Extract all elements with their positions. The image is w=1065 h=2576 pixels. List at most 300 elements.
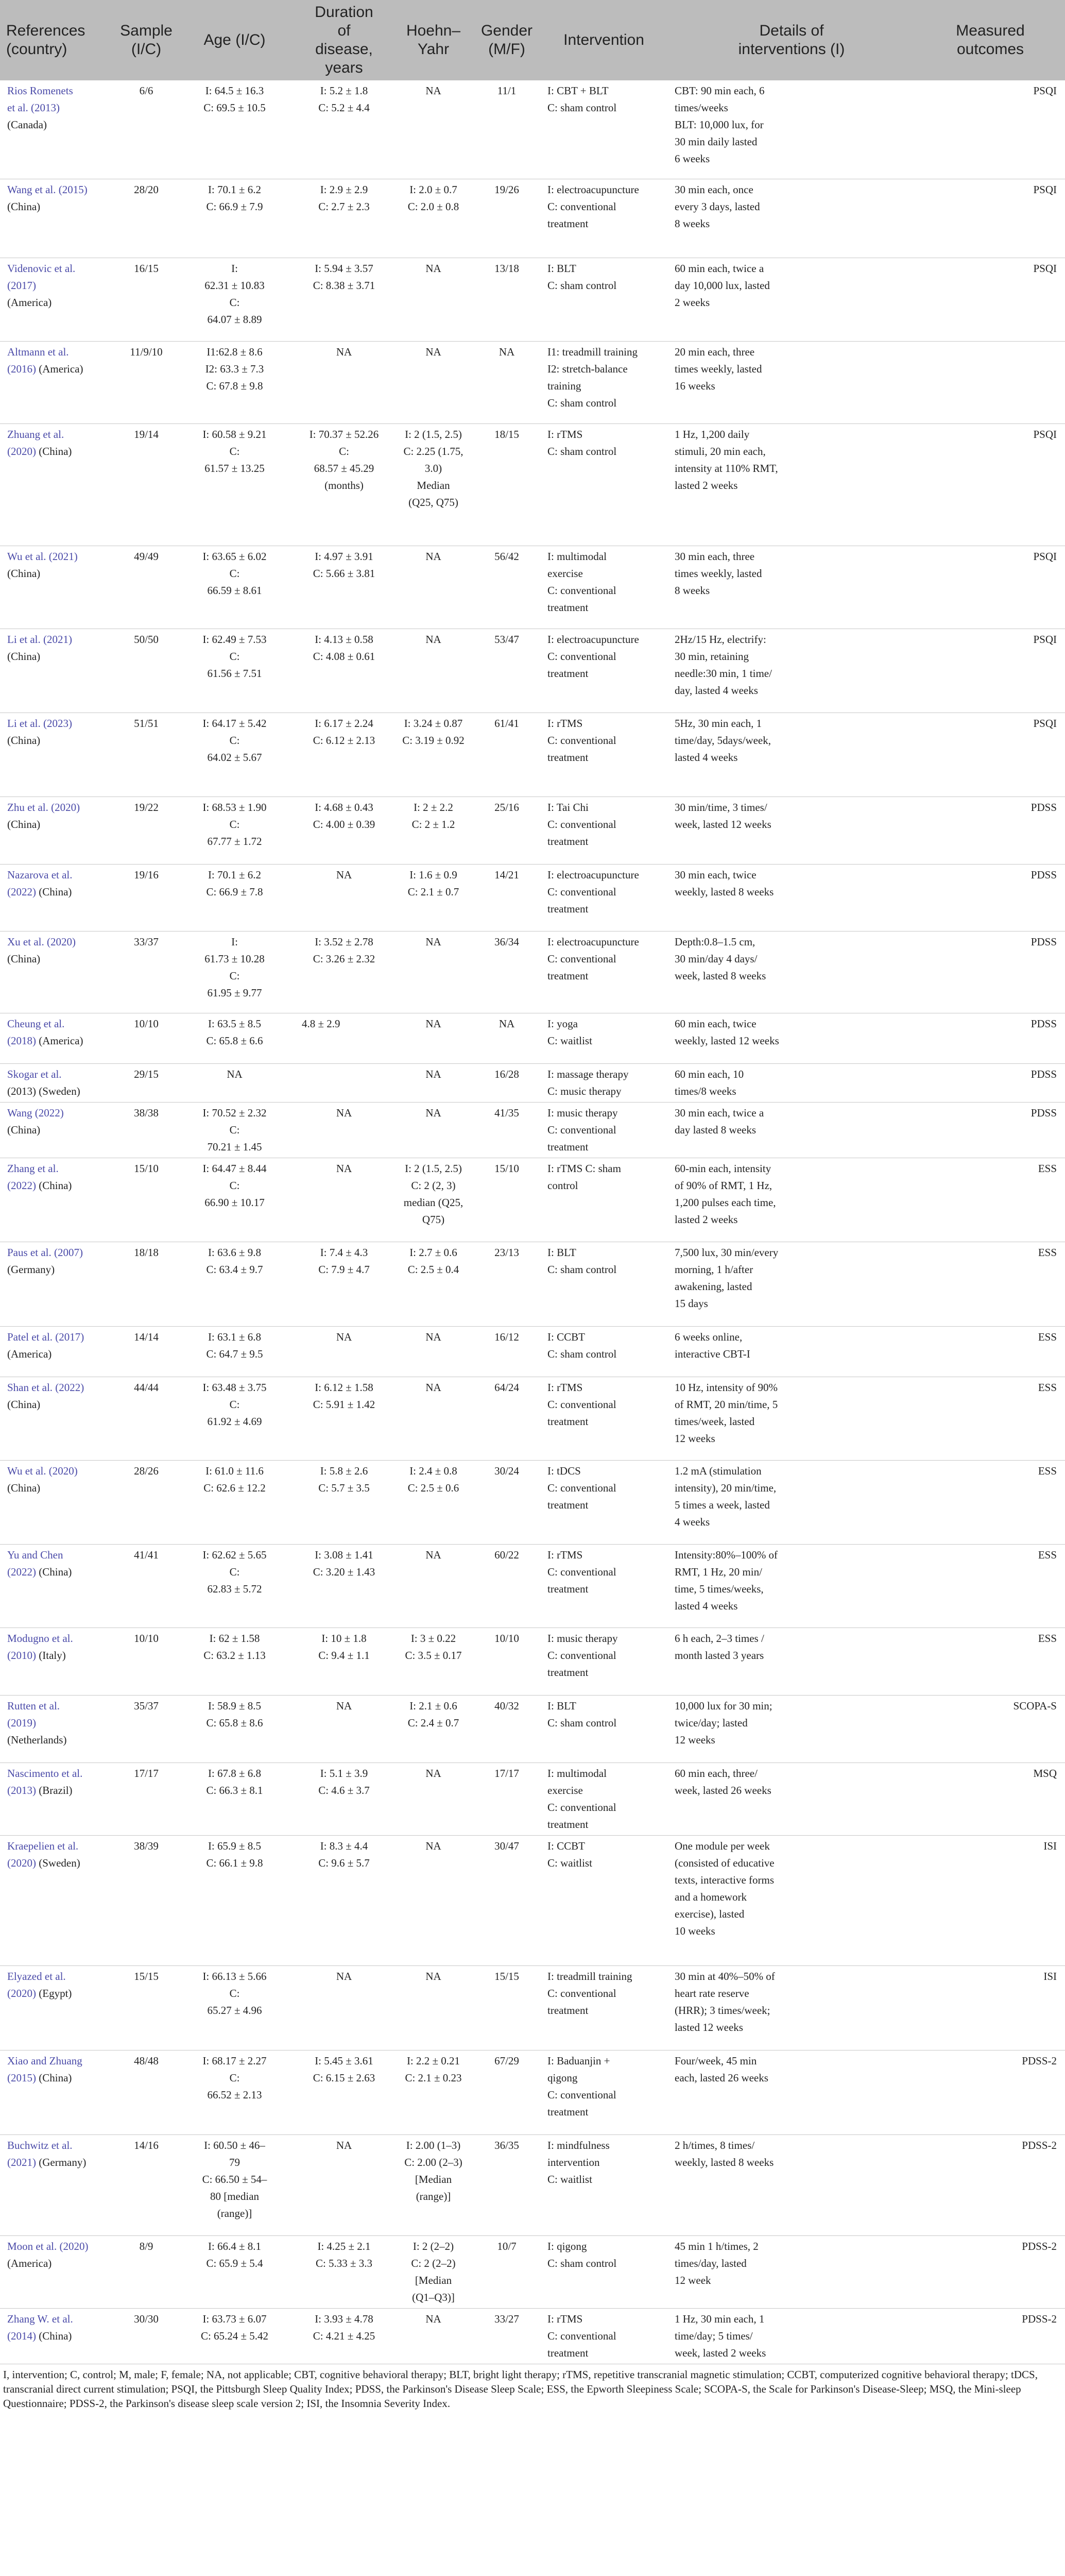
duration-line: I: 4.97 ± 3.91 — [315, 550, 373, 563]
intervention-line: treatment — [547, 1415, 589, 1428]
age-line: C: — [229, 2071, 240, 2084]
outcome-cell: PSQI — [916, 546, 1065, 629]
reference-link[interactable]: (2010) — [7, 1649, 36, 1662]
reference-link[interactable]: Wang (2022) — [7, 1106, 64, 1119]
hoehn-yahr-line: NA — [425, 1970, 441, 1982]
details-line: needle:30 min, 1 time/ — [675, 667, 772, 680]
details-line: 6 weeks online, — [675, 1330, 743, 1343]
hoehn-yahr-line: 3.0) — [424, 462, 442, 474]
reference-link[interactable]: Nascimento et al. — [7, 1767, 83, 1780]
reference-link[interactable]: Altmann et al. — [7, 345, 69, 358]
age-line: I: 60.58 ± 9.21 — [202, 428, 267, 440]
reference-link[interactable]: Buchwitz et al. — [7, 2139, 73, 2151]
intervention-cell — [540, 2308, 667, 2364]
header-hoehn-yahr — [393, 0, 473, 80]
details-line: Four/week, 45 min — [675, 2054, 757, 2067]
duration-line: I: 5.2 ± 1.8 — [320, 84, 368, 97]
details-cell — [667, 1544, 916, 1628]
duration-line: I: 5.45 ± 3.61 — [315, 2054, 373, 2067]
duration-line: I: 3.93 ± 4.78 — [315, 2312, 373, 2325]
intervention-line: treatment — [547, 835, 589, 848]
intervention-line: C: conventional — [547, 1398, 616, 1411]
age-line: C: 69.5 ± 10.5 — [203, 101, 266, 114]
intervention-line: I: multimodal — [547, 550, 607, 563]
reference-link[interactable]: Wang et al. (2015) — [7, 183, 88, 196]
duration-cell — [295, 2050, 393, 2134]
intervention-line: C: conventional — [547, 1481, 616, 1494]
reference-link[interactable]: Kraepelien et al. — [7, 1839, 79, 1852]
reference-link[interactable]: (2019) — [7, 1716, 36, 1729]
reference-link[interactable]: Wu et al. (2020) — [7, 1464, 78, 1477]
reference-link[interactable]: Videnovic et al. — [7, 262, 76, 275]
intervention-line: C: sham control — [547, 101, 617, 114]
details-line: texts, interactive forms — [675, 1873, 775, 1886]
details-line: day, lasted 4 weeks — [675, 684, 758, 697]
reference-country: (Italy) — [39, 1649, 66, 1662]
details-cell — [667, 341, 916, 423]
header-line: years — [325, 59, 363, 76]
header-line: (country) — [6, 41, 67, 58]
age-line: C: — [229, 1987, 240, 1999]
age-line: I: 58.9 ± 8.5 — [208, 1699, 262, 1712]
reference-link[interactable]: (2020) — [7, 1856, 36, 1869]
reference-link[interactable]: Skogar et al. — [7, 1067, 62, 1080]
table-row — [0, 1695, 1065, 1762]
reference-link[interactable]: Yu and Chen — [7, 1548, 63, 1561]
reference-link[interactable]: (2021) — [7, 2156, 36, 2168]
age-line: C: 66.9 ± 7.9 — [206, 200, 263, 213]
intervention-line: C: waitlist — [547, 2173, 592, 2185]
hoehn-yahr-cell — [393, 423, 473, 546]
gender-cell: 16/28 — [473, 1063, 540, 1102]
duration-line: C: 5.33 ± 3.3 — [315, 2257, 373, 2269]
intervention-line: treatment — [547, 902, 589, 915]
details-line: One module per week — [675, 1839, 770, 1852]
intervention-cell — [540, 1102, 667, 1158]
age-line: 70.21 ± 1.45 — [207, 1140, 262, 1153]
details-line: times/day, lasted — [675, 2257, 747, 2269]
age-line: C: 65.9 ± 5.4 — [206, 2257, 263, 2269]
details-line: lasted 2 weeks — [675, 479, 738, 492]
details-line: times/weeks — [675, 101, 728, 114]
reference-link[interactable]: Zhu et al. (2020) — [7, 801, 80, 814]
details-cell — [667, 1628, 916, 1695]
intervention-line: I: electroacupuncture — [547, 868, 639, 881]
reference-link[interactable]: (2013) — [7, 1784, 36, 1797]
age-line: I: 63.65 ± 6.02 — [202, 550, 267, 563]
reference-country: (China) — [7, 1481, 41, 1494]
reference-cell — [0, 1695, 118, 1762]
details-line: 30 min at 40%–50% of — [675, 1970, 775, 1982]
hoehn-yahr-cell — [393, 2134, 473, 2235]
age-line: 62.83 ± 5.72 — [207, 1582, 262, 1595]
reference-link[interactable]: (2020) — [7, 445, 36, 457]
details-line: 60 min each, twice — [675, 1017, 757, 1030]
intervention-line: C: sham control — [547, 396, 617, 409]
sample-cell: 11/9/10 — [118, 341, 175, 423]
sample-cell: 48/48 — [118, 2050, 175, 2134]
outcome-cell: PSQI — [916, 258, 1065, 341]
table-row — [0, 1242, 1065, 1326]
reference-link[interactable]: Xiao and Zhuang — [7, 2054, 82, 2067]
reference-link[interactable]: Zhang et al. — [7, 1162, 59, 1175]
hoehn-yahr-cell — [393, 931, 473, 1013]
reference-link[interactable]: (2016) — [7, 362, 36, 375]
header-line: Duration — [315, 4, 373, 21]
hoehn-yahr-cell — [393, 629, 473, 713]
duration-cell — [295, 546, 393, 629]
details-cell — [667, 629, 916, 713]
details-cell — [667, 258, 916, 341]
intervention-line: C: conventional — [547, 2088, 616, 2101]
details-line: 12 week — [675, 2274, 711, 2286]
details-line: day lasted 8 weeks — [675, 1123, 757, 1136]
gender-cell: 15/10 — [473, 1158, 540, 1242]
details-cell — [667, 2235, 916, 2308]
gender-cell: 56/42 — [473, 546, 540, 629]
reference-link[interactable]: et al. (2013) — [7, 101, 60, 114]
intervention-line: C: sham control — [547, 279, 617, 292]
age-line: C: — [229, 296, 240, 309]
details-line: of 90% of RMT, 1 Hz, — [675, 1179, 772, 1192]
intervention-line: C: conventional — [547, 1649, 616, 1662]
intervention-line: exercise — [547, 1784, 583, 1797]
header-age — [175, 0, 295, 80]
details-cell — [667, 796, 916, 864]
duration-line: I: 5.1 ± 3.9 — [320, 1767, 368, 1780]
intervention-line: I: rTMS — [547, 717, 583, 730]
details-line: 30 min each, twice a — [675, 1106, 764, 1119]
reference-country: (China) — [7, 1398, 41, 1411]
details-line: lasted 4 weeks — [675, 751, 738, 764]
table-row — [0, 2235, 1065, 2308]
reference-link[interactable]: (2018) — [7, 1034, 36, 1047]
intervention-cell — [540, 1965, 667, 2050]
table-row — [0, 423, 1065, 546]
age-line: (range)] — [217, 2207, 252, 2219]
reference-link[interactable]: Shan et al. (2022) — [7, 1381, 84, 1394]
age-line: 62.31 ± 10.83 — [204, 279, 265, 292]
reference-link[interactable]: Li et al. (2021) — [7, 633, 72, 646]
gender-cell: 64/24 — [473, 1377, 540, 1460]
details-line: 30 min/day 4 days/ — [675, 952, 758, 965]
details-cell — [667, 1158, 916, 1242]
reference-link[interactable]: (2014) — [7, 2329, 36, 2342]
gender-cell: 16/12 — [473, 1326, 540, 1377]
duration-line: 68.57 ± 45.29 — [314, 462, 374, 474]
duration-line: C: 4.00 ± 0.39 — [313, 818, 375, 831]
intervention-line: I: mindfulness — [547, 2139, 610, 2151]
age-line: C: — [229, 1565, 240, 1578]
intervention-line: treatment — [547, 969, 589, 982]
duration-line: NA — [336, 1106, 352, 1119]
gender-cell: 33/27 — [473, 2308, 540, 2364]
hoehn-yahr-cell — [393, 2235, 473, 2308]
duration-line: C: 9.6 ± 5.7 — [318, 1856, 370, 1869]
reference-link[interactable]: Wu et al. (2021) — [7, 550, 78, 563]
age-cell — [175, 796, 295, 864]
duration-line: C: 5.66 ± 3.81 — [313, 567, 375, 580]
reference-link[interactable]: Nazarova et al. — [7, 868, 73, 881]
sample-cell: 44/44 — [118, 1377, 175, 1460]
details-line: weekly, lasted 8 weeks — [675, 885, 774, 898]
details-line: times/week, lasted — [675, 1415, 755, 1428]
reference-cell — [0, 1762, 118, 1835]
reference-link[interactable]: (2022) — [7, 1179, 36, 1192]
duration-line: 4.8 ± 2.9 — [302, 1017, 340, 1030]
age-cell — [175, 1695, 295, 1762]
hoehn-yahr-line: NA — [425, 1330, 441, 1343]
intervention-line: C: music therapy — [547, 1084, 622, 1097]
age-line: I: 63.73 ± 6.07 — [202, 2312, 267, 2325]
details-line: 2Hz/15 Hz, electrify: — [675, 633, 766, 646]
age-line: I1:62.8 ± 8.6 — [207, 345, 263, 358]
age-line: I: 63.1 ± 6.8 — [208, 1330, 262, 1343]
reference-country: (2013) (Sweden) — [7, 1084, 80, 1097]
intervention-line: treatment — [547, 1140, 589, 1153]
reference-link[interactable]: Rutten et al. — [7, 1699, 60, 1712]
gender-cell: 11/1 — [473, 80, 540, 179]
age-line: C: 66.50 ± 54– — [202, 2173, 267, 2185]
hoehn-yahr-cell — [393, 1628, 473, 1695]
sample-cell: 8/9 — [118, 2235, 175, 2308]
gender-cell: 14/21 — [473, 864, 540, 931]
reference-cell — [0, 546, 118, 629]
intervention-line: I: rTMS — [547, 1548, 583, 1561]
details-line: Depth:0.8–1.5 cm, — [675, 935, 755, 948]
details-line: each, lasted 26 weeks — [675, 2071, 768, 2084]
reference-link[interactable]: Moon et al. (2020) — [7, 2240, 89, 2252]
intervention-line: treatment — [547, 2105, 589, 2118]
sample-cell: 51/51 — [118, 713, 175, 796]
age-line: C: — [229, 969, 240, 982]
sample-cell: 19/14 — [118, 423, 175, 546]
age-line: 61.92 ± 4.69 — [207, 1415, 262, 1428]
header-gender — [473, 0, 540, 80]
hoehn-yahr-cell — [393, 2050, 473, 2134]
hoehn-yahr-line: C: 3.19 ± 0.92 — [402, 734, 465, 747]
intervention-line: control — [547, 1179, 578, 1192]
reference-link[interactable]: Modugno et al. — [7, 1632, 73, 1645]
reference-country: (Germany) — [39, 2156, 87, 2168]
duration-cell — [295, 1460, 393, 1544]
table-row — [0, 546, 1065, 629]
reference-link[interactable]: Xu et al. (2020) — [7, 935, 76, 948]
age-cell — [175, 341, 295, 423]
intervention-line: C: sham control — [547, 1716, 617, 1729]
reference-country: (China) — [39, 1565, 72, 1578]
reference-link[interactable]: (2017) — [7, 279, 36, 292]
duration-line: NA — [336, 1162, 352, 1175]
reference-link[interactable]: (2015) — [7, 2071, 36, 2084]
sample-cell: 28/20 — [118, 179, 175, 258]
details-line: 10,000 lux for 30 min; — [675, 1699, 772, 1712]
intervention-cell — [540, 864, 667, 931]
sample-cell: 14/16 — [118, 2134, 175, 2235]
details-line: 10 weeks — [675, 1924, 715, 1937]
hoehn-yahr-line: NA — [425, 1067, 441, 1080]
reference-link[interactable]: Patel et al. (2017) — [7, 1330, 84, 1343]
header-line: interventions (I) — [738, 41, 845, 58]
age-cell — [175, 1965, 295, 2050]
reference-cell — [0, 2308, 118, 2364]
reference-cell — [0, 931, 118, 1013]
header-line: Age (I/C) — [203, 31, 266, 48]
header-line: Intervention — [563, 31, 644, 48]
age-line: C: 65.8 ± 8.6 — [206, 1716, 263, 1729]
intervention-line: I: CCBT — [547, 1839, 585, 1852]
hoehn-yahr-line: I: 2.2 ± 0.21 — [406, 2054, 460, 2067]
header-line: (I/C) — [131, 41, 162, 58]
reference-link[interactable]: Rios Romenets — [7, 84, 73, 97]
details-cell — [667, 1965, 916, 2050]
duration-cell — [295, 931, 393, 1013]
duration-cell — [295, 341, 393, 423]
details-line: 5Hz, 30 min each, 1 — [675, 717, 762, 730]
reference-country: (America) — [7, 1347, 52, 1360]
hoehn-yahr-line: I: 2 (1.5, 2.5) — [405, 1162, 462, 1175]
table-row — [0, 1158, 1065, 1242]
age-cell — [175, 1242, 295, 1326]
reference-cell — [0, 1544, 118, 1628]
intervention-cell — [540, 341, 667, 423]
reference-link[interactable]: Zhang W. et al. — [7, 2312, 73, 2325]
age-line: C: 63.2 ± 1.13 — [203, 1649, 266, 1662]
details-line: 6 weeks — [675, 152, 710, 165]
duration-cell — [295, 80, 393, 179]
hoehn-yahr-line: C: 2.1 ± 0.23 — [405, 2071, 462, 2084]
details-line: weekly, lasted 12 weeks — [675, 1034, 779, 1047]
gender-cell: 18/15 — [473, 423, 540, 546]
duration-line: C: 5.7 ± 3.5 — [318, 1481, 370, 1494]
hoehn-yahr-line: [Median — [415, 2274, 452, 2286]
gender-cell: 23/13 — [473, 1242, 540, 1326]
hoehn-yahr-line: C: 2.0 ± 0.8 — [407, 200, 459, 213]
duration-line: (months) — [324, 479, 364, 492]
details-line: 12 weeks — [675, 1432, 715, 1445]
outcome-cell: SCOPA-S — [916, 1695, 1065, 1762]
details-line: every 3 days, lasted — [675, 200, 760, 213]
duration-cell — [295, 2134, 393, 2235]
details-line: 16 weeks — [675, 379, 715, 392]
table-row — [0, 1102, 1065, 1158]
hoehn-yahr-line: C: 2 (2–2) — [411, 2257, 456, 2269]
reference-country: (America) — [7, 296, 52, 309]
reference-cell — [0, 1628, 118, 1695]
hoehn-yahr-line: I: 2.4 ± 0.8 — [409, 1464, 457, 1477]
intervention-line: C: conventional — [547, 818, 616, 831]
reference-link[interactable]: Paus et al. (2007) — [7, 1246, 83, 1259]
hoehn-yahr-cell — [393, 713, 473, 796]
outcome-cell: PSQI — [916, 80, 1065, 179]
reference-link[interactable]: Zhuang et al. — [7, 428, 64, 440]
age-cell — [175, 1063, 295, 1102]
age-line: I: 70.52 ± 2.32 — [202, 1106, 267, 1119]
outcome-cell: ESS — [916, 1326, 1065, 1377]
intervention-line: C: conventional — [547, 2329, 616, 2342]
age-cell — [175, 423, 295, 546]
reference-link[interactable]: (2022) — [7, 1565, 36, 1578]
details-line: 2 h/times, 8 times/ — [675, 2139, 755, 2151]
duration-cell — [295, 713, 393, 796]
hoehn-yahr-cell — [393, 1544, 473, 1628]
header-line: of — [337, 22, 351, 39]
age-line: NA — [227, 1067, 243, 1080]
age-line: 65.27 ± 4.96 — [207, 2004, 262, 2016]
hoehn-yahr-line: I: 2 ± 2.2 — [414, 801, 453, 814]
header-line: (M/F) — [488, 41, 525, 58]
reference-cell — [0, 2235, 118, 2308]
age-line: C: 63.4 ± 9.7 — [206, 1263, 263, 1276]
intervention-line: C: conventional — [547, 200, 616, 213]
reference-country: (China) — [39, 445, 72, 457]
age-line: 66.90 ± 10.17 — [204, 1196, 265, 1209]
gender-cell: 30/47 — [473, 1835, 540, 1965]
reference-link[interactable]: (2022) — [7, 885, 36, 898]
details-line: 30 min daily lasted — [675, 135, 758, 148]
age-cell — [175, 1158, 295, 1242]
duration-cell — [295, 796, 393, 864]
duration-line: NA — [336, 1699, 352, 1712]
details-line: Intensity:80%–100% of — [675, 1548, 778, 1561]
intervention-line: I: tDCS — [547, 1464, 581, 1477]
details-line: lasted 2 weeks — [675, 1213, 738, 1226]
reference-link[interactable]: (2020) — [7, 1987, 36, 1999]
reference-country: (China) — [39, 885, 72, 898]
hoehn-yahr-cell — [393, 258, 473, 341]
table-row — [0, 713, 1065, 796]
age-line: C: 66.9 ± 7.8 — [206, 885, 263, 898]
details-line: 60 min each, three/ — [675, 1767, 758, 1780]
hoehn-yahr-line: C: 2.1 ± 0.7 — [407, 885, 459, 898]
hoehn-yahr-line: I: 2.0 ± 0.7 — [409, 183, 457, 196]
sample-cell: 16/15 — [118, 258, 175, 341]
details-line: 30 min/time, 3 times/ — [675, 801, 767, 814]
table-row — [0, 2050, 1065, 2134]
intervention-line: C: conventional — [547, 1123, 616, 1136]
duration-line: C: 4.6 ± 3.7 — [318, 1784, 370, 1797]
intervention-line: I: rTMS — [547, 428, 583, 440]
duration-line: NA — [336, 868, 352, 881]
header-line: Hoehn– — [406, 22, 461, 39]
age-line: I: 68.17 ± 2.27 — [202, 2054, 267, 2067]
age-cell — [175, 713, 295, 796]
reference-link[interactable]: Cheung et al. — [7, 1017, 65, 1030]
intervention-line: exercise — [547, 567, 583, 580]
duration-line: NA — [336, 2139, 352, 2151]
reference-link[interactable]: Elyazed et al. — [7, 1970, 66, 1982]
intervention-line: I: BLT — [547, 1246, 576, 1259]
intervention-cell — [540, 1460, 667, 1544]
age-line: I: 70.1 ± 6.2 — [208, 183, 262, 196]
sample-cell: 6/6 — [118, 80, 175, 179]
age-cell — [175, 1377, 295, 1460]
age-cell — [175, 629, 295, 713]
duration-cell — [295, 1063, 393, 1102]
age-line: C: — [229, 1398, 240, 1411]
duration-line: I: 7.4 ± 4.3 — [320, 1246, 368, 1259]
reference-cell — [0, 864, 118, 931]
hoehn-yahr-line: NA — [425, 1017, 441, 1030]
hoehn-yahr-line: NA — [425, 550, 441, 563]
reference-cell — [0, 258, 118, 341]
reference-cell — [0, 80, 118, 179]
reference-link[interactable]: Li et al. (2023) — [7, 717, 72, 730]
age-line: C: 66.3 ± 8.1 — [206, 1784, 263, 1797]
details-cell — [667, 713, 916, 796]
hoehn-yahr-line: I: 2.7 ± 0.6 — [409, 1246, 457, 1259]
intervention-cell — [540, 1544, 667, 1628]
